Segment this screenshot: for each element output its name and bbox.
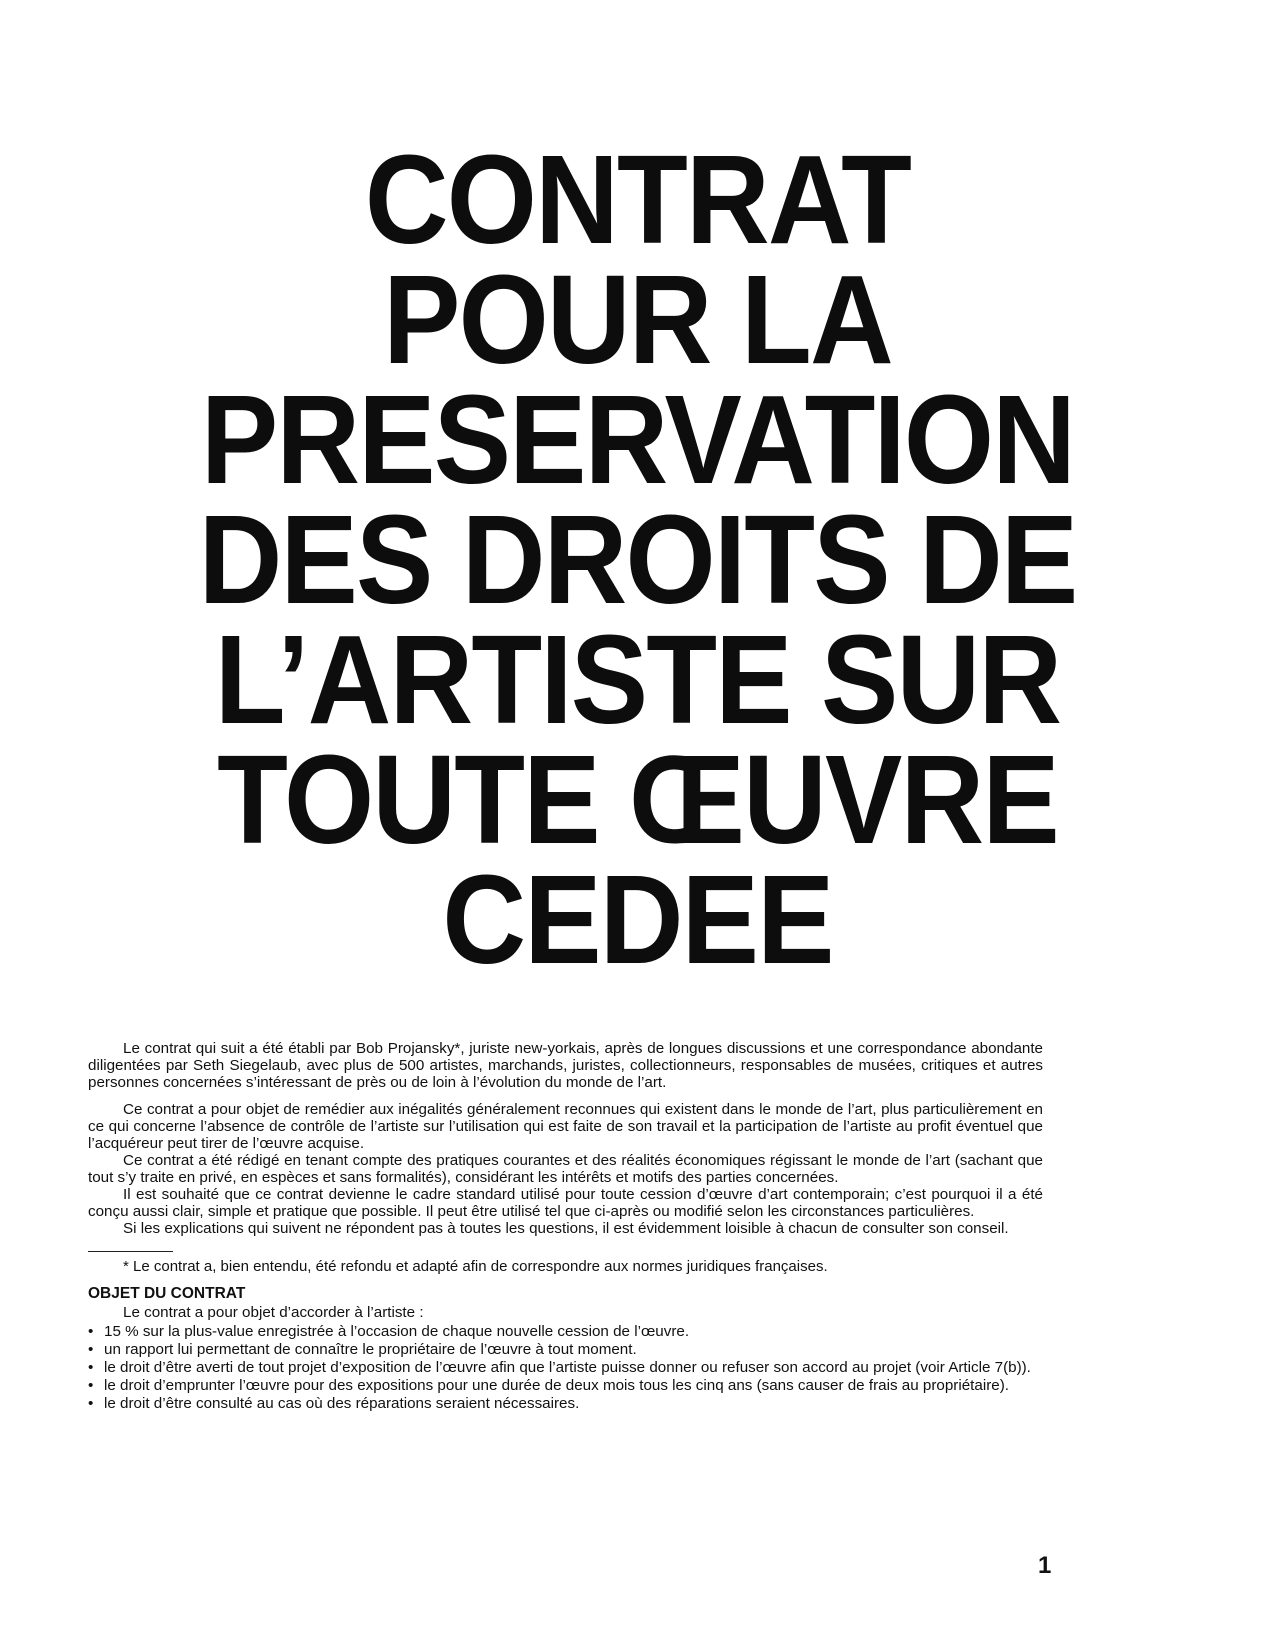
title-line-4: DES DROITS DE	[198, 489, 1077, 630]
footnote-divider	[88, 1251, 173, 1252]
list-item-text: un rapport lui permettant de connaître le propriétaire de l’œuvre à tout moment.	[104, 1341, 637, 1358]
paragraph-1: Le contrat qui suit a été établi par Bob Projansky*, juriste new-yorkais, après de longues discussions et une correspondance abondante diligentées par Seth Siegelaub, avec plus de 500 artistes, marchands, juristes, collectionneurs, responsables de musées, critiques et autres personnes concernées s’intéressant de près ou de loin à l’évolution du monde de l’art.	[88, 1040, 1043, 1091]
paragraph-3: Ce contrat a été rédigé en tenant compte des pratiques courantes et des réalités économiques régissant le monde de l’art (sachant que tout s’y traite en privé, en espèces et sans formalités), considérant les intérêts et motifs des parties concernées.	[88, 1152, 1043, 1186]
paragraph-4: Il est souhaité que ce contrat devienne le cadre standard utilisé pour toute cession d’œuvre d’art contemporain; c’est pourquoi il a été conçu aussi clair, simple et pratique que possible. Il peut être utilisé tel que ci-après ou modifié selon les circonstances particulières.	[88, 1186, 1043, 1220]
list-item-text: le droit d’être averti de tout projet d’exposition de l’œuvre afin que l’artiste puisse donner ou refuser son accord au projet (voir Article 7(b)).	[104, 1359, 1031, 1376]
title-line-6: TOUTE ŒUVRE	[217, 729, 1058, 870]
page-number: 1	[1038, 1552, 1052, 1579]
title-line-1: CONTRAT	[364, 129, 911, 270]
title-line-3: PRESERVATION	[200, 369, 1075, 510]
title-line-5: L’ARTISTE SUR	[214, 609, 1061, 750]
paragraph-2: Ce contrat a pour objet de remédier aux inégalités généralement reconnues qui existent dans le monde de l’art, plus particulièrement en ce qui concerne l’absence de contrôle de l’artiste sur l’utilisation qui est faite de son travail et la participation de l’artiste au profit éventuel que l’acquéreur peut tirer de l’œuvre acquise.	[88, 1101, 1043, 1152]
bullet-icon: •	[88, 1395, 94, 1412]
list-item	[88, 1395, 1043, 1412]
objectives-list	[88, 1323, 1043, 1412]
footnote: * Le contrat a, bien entendu, été refondu et adapté afin de correspondre aux normes juridiques françaises.	[123, 1258, 828, 1275]
document-body	[88, 1040, 1043, 1413]
bullet-icon: •	[88, 1359, 94, 1376]
bullet-icon: •	[88, 1341, 94, 1358]
section-intro: Le contrat a pour objet d’accorder à l’artiste :	[123, 1304, 424, 1321]
list-item	[88, 1323, 1043, 1340]
title-line-2: POUR LA	[383, 249, 892, 390]
title-line-7: CEDEE	[442, 849, 833, 990]
list-item	[88, 1377, 1043, 1394]
bullet-icon: •	[88, 1323, 94, 1340]
document-title	[88, 129, 1187, 990]
list-item	[88, 1359, 1043, 1376]
bullet-icon: •	[88, 1377, 94, 1394]
section-heading: OBJET DU CONTRAT	[88, 1285, 246, 1302]
list-item-text: le droit d’emprunter l’œuvre pour des expositions pour une durée de deux mois tous les cinq ans (sans causer de frais au propriétaire).	[104, 1377, 1009, 1394]
list-item-text: 15 % sur la plus-value enregistrée à l’occasion de chaque nouvelle cession de l’œuvre.	[104, 1323, 690, 1340]
paragraph-5: Si les explications qui suivent ne répondent pas à toutes les questions, il est évidemment loisible à chacun de consulter son conseil.	[123, 1220, 1009, 1237]
list-item-text: le droit d’être consulté au cas où des réparations seraient nécessaires.	[104, 1395, 580, 1412]
list-item	[88, 1341, 1043, 1358]
